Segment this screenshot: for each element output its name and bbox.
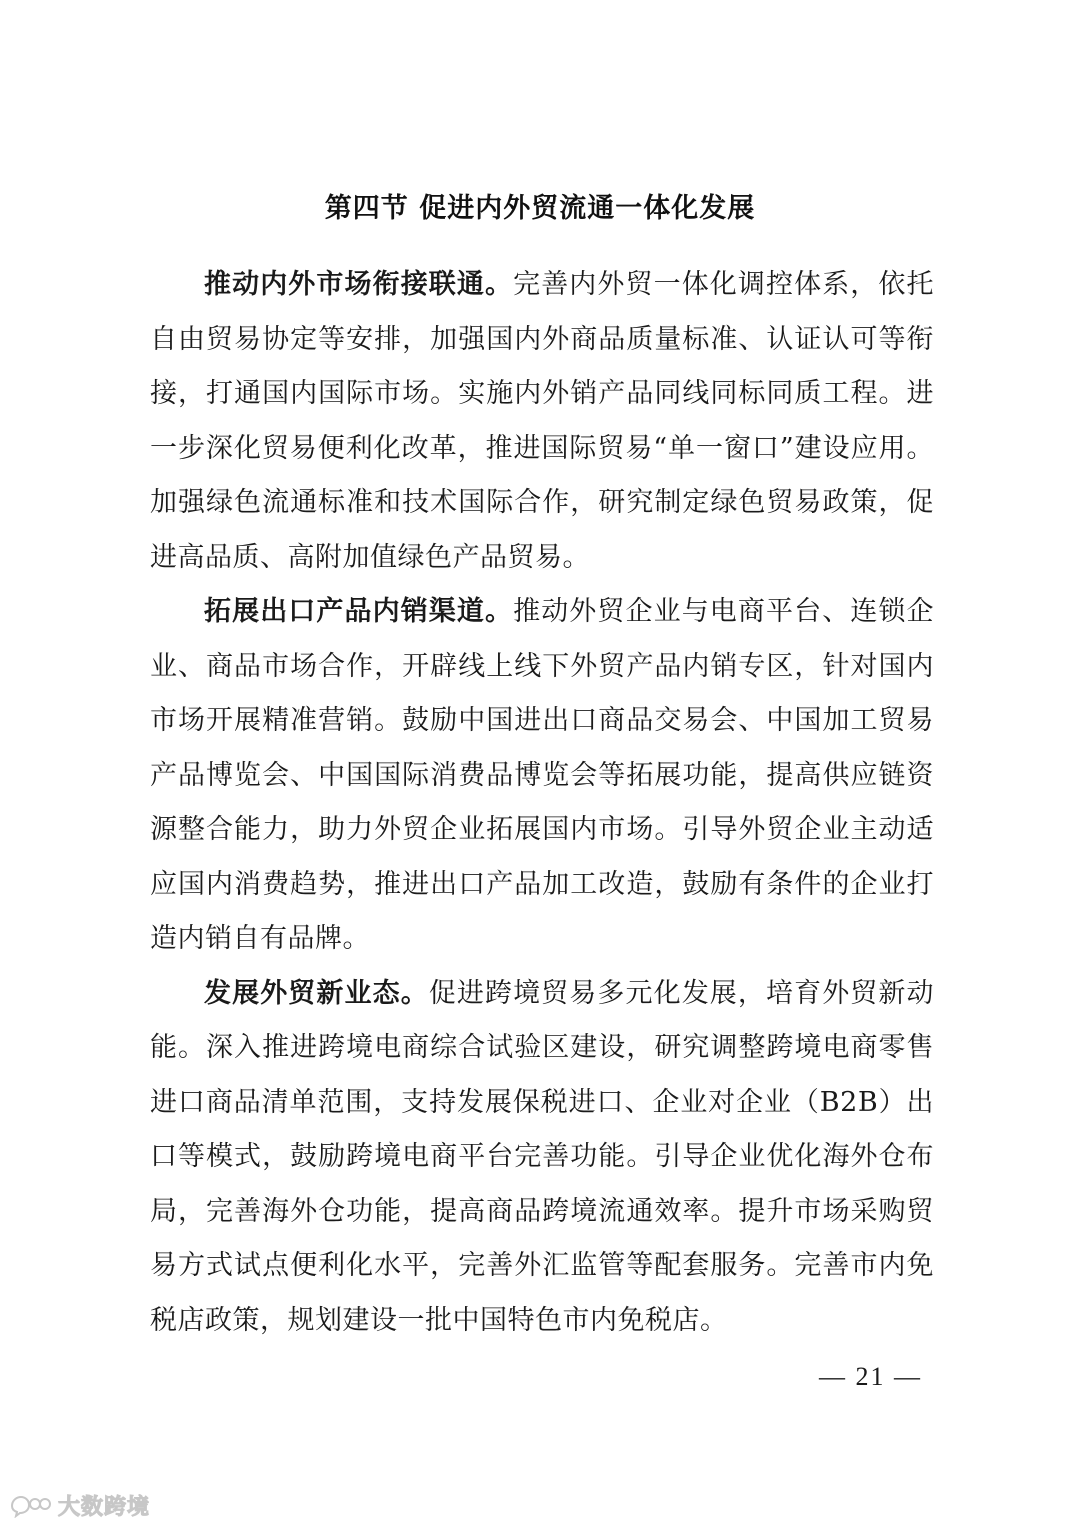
paragraph-lead: 拓展出口产品内销渠道。: [204, 596, 514, 627]
body-text: [150, 258, 934, 1348]
paragraph-body: 促进跨境贸易多元化发展，培育外贸新动能。深入推进跨境电商综合试验区建设，研究调整跨境电商零售进口商品清单范围，支持发展保税进口、企业对企业（B2B）出口等模式，鼓励跨境电商平台完善功能。引导企业优化海外仓布局，完善海外仓功能，提高商品跨境流通效率。提升市场采购贸易方式试点便利化水平，完善外汇监管等配套服务。完善市内免税店政策，规划建设一批中国特色市内免税店。: [150, 977, 935, 1336]
page-number: — 21 —: [819, 1362, 922, 1391]
paragraph-domestic-sales: [150, 585, 934, 967]
paragraph-market-connection: [150, 258, 934, 585]
paragraph-body: 完善内外贸一体化调控体系，依托自由贸易协定等安排，加强国内外商品质量标准、认证认可等衔接，打通国内国际市场。实施内外销产品同线同标同质工程。进一步深化贸易便利化改革，推进国际贸易“单一窗口”建设应用。加强绿色流通标准和技术国际合作，研究制定绿色贸易政策，促进高品质、高附加值绿色产品贸易。: [150, 269, 935, 573]
section-title: 第四节 促进内外贸流通一体化发展: [324, 193, 756, 224]
watermark: [8, 1490, 150, 1521]
paragraph-lead: 发展外贸新业态。: [204, 977, 429, 1009]
paragraph-new-formats: [150, 967, 934, 1349]
paragraph-body: 推动外贸企业与电商平台、连锁企业、商品市场合作，开辟线上线下外贸产品内销专区，针对国内市场开展精准营销。鼓励中国进出口商品交易会、中国加工贸易产品博览会、中国国际消费品博览会等拓展功能，提高供应链资源整合能力，助力外贸企业拓展国内市场。引导外贸企业主动适应国内消费趋势，推进出口产品加工改造，鼓励有条件的企业打造内销自有品牌。: [150, 596, 935, 954]
paragraph-lead: 推动内外市场衔接联通。: [204, 269, 514, 300]
watermark-text: 大数跨境: [58, 1495, 151, 1520]
chat-bubble-logo-icon: [8, 1494, 52, 1518]
